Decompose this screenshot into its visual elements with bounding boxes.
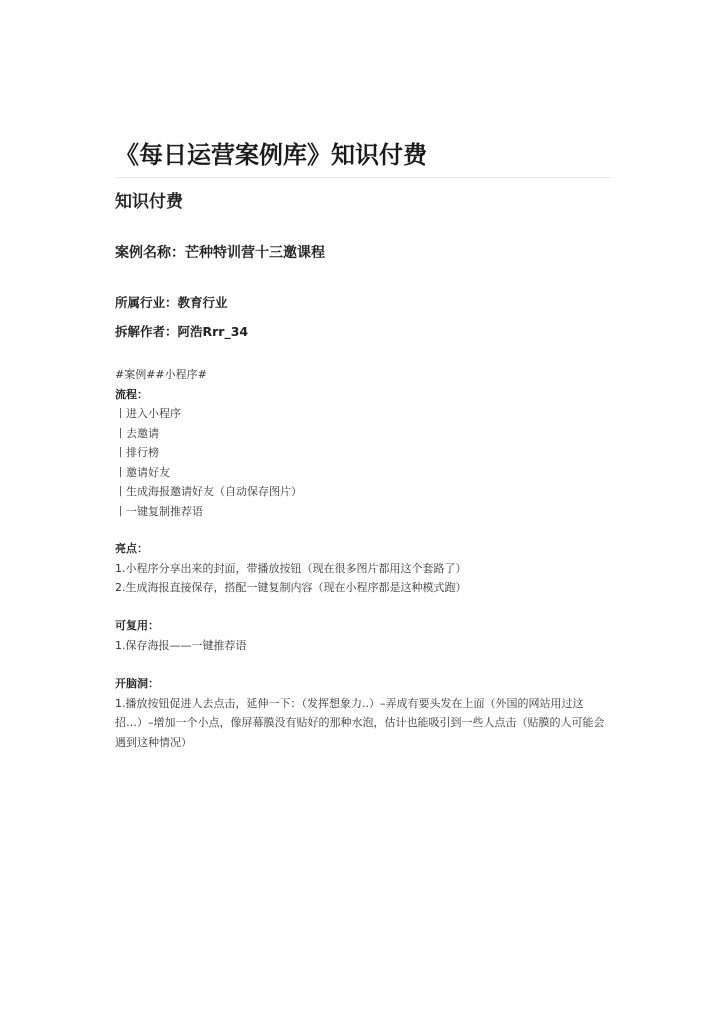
reusable-label: 可复用： [115, 619, 159, 632]
flow-step: 丨邀请好友 [115, 465, 170, 479]
highlight-item: 2.生成海报直接保存，搭配一键复制内容（现在小程序都是这种模式跑） [115, 581, 467, 594]
document-title: 《每日运营案例库》知识付费 [115, 141, 427, 169]
flow-block [115, 365, 611, 521]
brainstorm-text: 1.播放按钮促进人去点击，延伸一下：（发挥想象力..）–弄成有要头发在上面（外国的网站用过这招…）–增加一个小点，像屏幕膜没有贴好的那种水泡，估计也能吸引到一些人点击（贴膜的人可能会遇到这种情况） [115, 696, 605, 749]
highlight-item: 1.小程序分享出来的封面，带播放按钮（现在很多图片都用这个套路了） [115, 561, 467, 575]
flow-step: 丨进入小程序 [115, 407, 181, 420]
highlights-label: 亮点： [115, 542, 148, 555]
title-divider [115, 177, 611, 178]
flow-step: 丨生成海报邀请好友（自动保存图片） [115, 485, 302, 498]
industry-line: 所属行业：教育行业 [115, 295, 228, 310]
reusable-item: 1.保存海报——一键推荐语 [115, 638, 247, 652]
reusable-block [115, 616, 611, 655]
flow-step: 丨排行榜 [115, 446, 159, 459]
tags-line: #案例##小程序# [115, 368, 207, 381]
highlights-block [115, 539, 611, 598]
flow-label: 流程： [115, 387, 148, 401]
brainstorm-label: 开脑洞： [115, 677, 159, 690]
case-name: 案例名称：芒种特训营十三邀课程 [115, 245, 325, 261]
author-line: 拆解作者：阿浩Rrr_34 [115, 324, 249, 339]
flow-step: 丨一键复制推荐语 [115, 504, 203, 518]
flow-step: 丨去邀请 [115, 426, 159, 440]
brainstorm-block [115, 674, 611, 752]
section-heading: 知识付费 [115, 192, 183, 212]
